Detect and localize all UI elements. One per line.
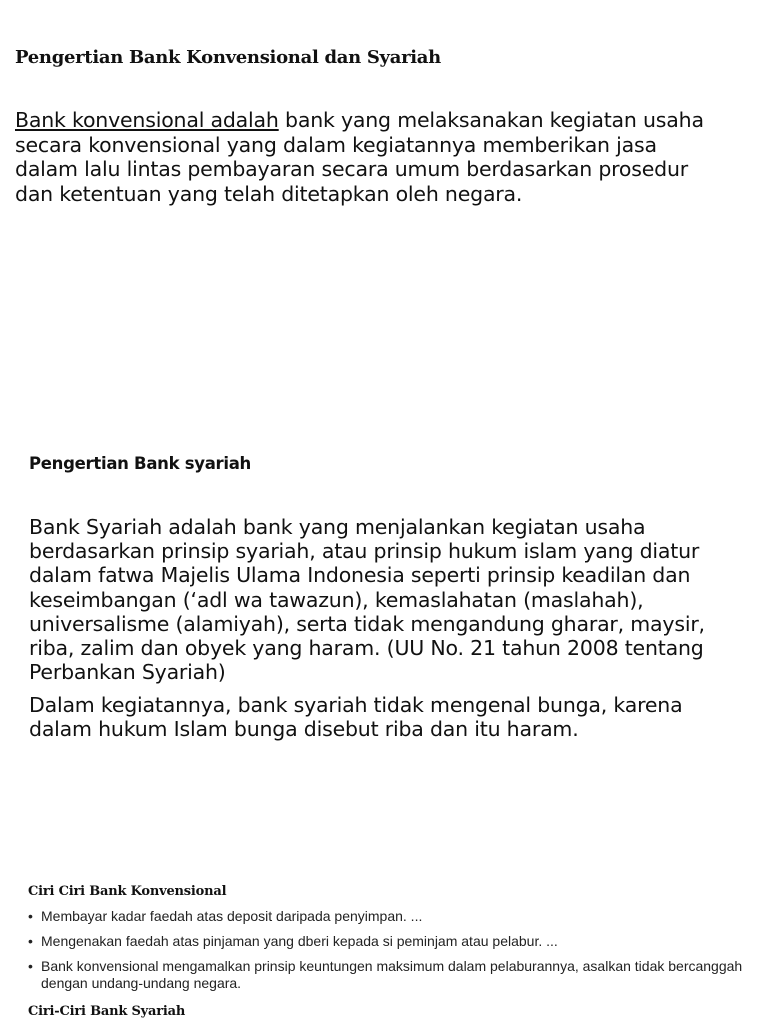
- list-item-text: Mengenakan faedah atas pinjaman yang dberi kepada si peminjam atau pelabur. ...: [41, 933, 558, 949]
- ciri-konvensional-list: [28, 908, 748, 1000]
- bullet-icon: •: [28, 933, 33, 949]
- konvensional-term-link[interactable]: Bank konvensional adalah: [15, 108, 279, 132]
- syariah-paragraph-1: Bank Syariah adalah bank yang menjalankan kegiatan usaha berdasarkan prinsip syariah, atau prinsip hukum islam yang diatur dalam fatwa Majelis Ulama Indonesia seperti prinsip keadilan dan keseimbangan (‘adl wa tawazun), kemaslahatan (maslahah), universalisme (alamiyah), serta tidak mengandung gharar, maysir, riba, zalim dan obyek yang haram. (UU No. 21 tahun 2008 tentang Perbankan Syariah): [29, 515, 705, 685]
- ciri-konvensional-heading: Ciri Ciri Bank Konvensional: [28, 884, 227, 899]
- konvensional-definition: [15, 108, 705, 206]
- syariah-heading: Pengertian Bank syariah: [29, 454, 251, 473]
- syariah-paragraph-2: Dalam kegiatannya, bank syariah tidak mengenal bunga, karena dalam hukum Islam bunga disebut riba dan itu haram.: [29, 693, 683, 742]
- list-item: [28, 933, 748, 950]
- bullet-icon: •: [28, 908, 33, 924]
- bullet-icon: •: [28, 958, 33, 974]
- list-item: [28, 908, 748, 925]
- list-item: [28, 958, 748, 992]
- ciri-syariah-heading: Ciri-Ciri Bank Syariah: [28, 1004, 186, 1019]
- list-item-text: Bank konvensional mengamalkan prinsip keuntungen maksimum dalam pelaburannya, asalkan tidak bercanggah dengan undang-undang negara.: [41, 958, 743, 991]
- konvensional-definition-text: bank yang melaksanakan kegiatan usaha secara konvensional yang dalam kegiatannya memberikan jasa dalam lalu lintas pembayaran secara umum berdasarkan prosedur dan ketentuan yang telah ditetapkan oleh negara.: [15, 108, 704, 206]
- list-item-text: Membayar kadar faedah atas deposit daripada penyimpan. ...: [41, 908, 423, 924]
- page-title: Pengertian Bank Konvensional dan Syariah: [15, 47, 441, 68]
